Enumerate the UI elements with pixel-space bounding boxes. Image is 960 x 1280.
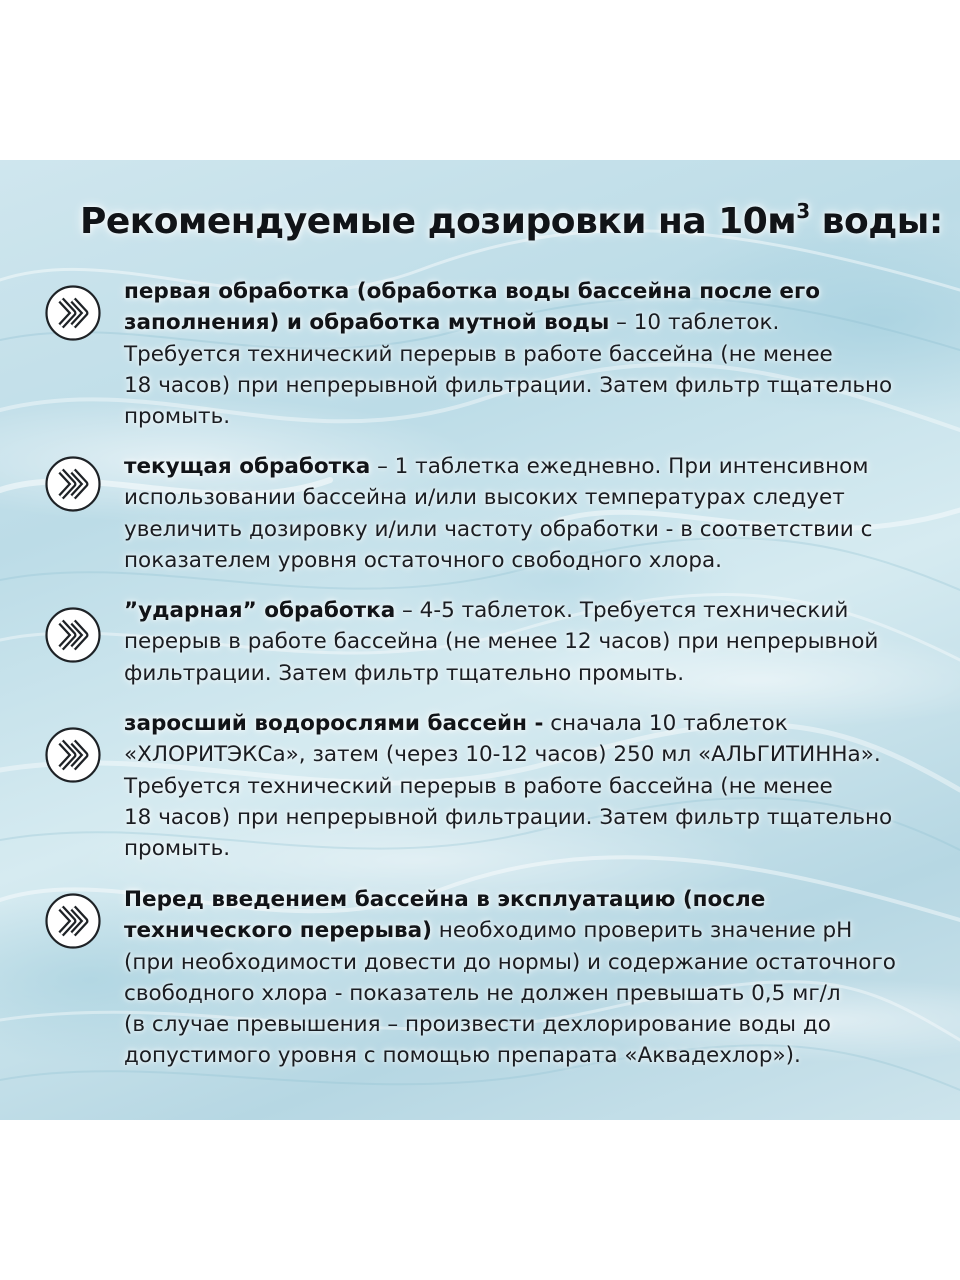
- dosage-item-text: [124, 595, 934, 689]
- text-line: перерыв в работе бассейна (не менее 12 часов) при непрерывной: [124, 629, 879, 655]
- page-title: [80, 198, 943, 246]
- double-chevron-right-icon: [44, 606, 102, 664]
- text-line: 18 часов) при непрерывной фильтрации. Затем фильтр тщательно: [124, 372, 893, 398]
- water-background: [0, 160, 960, 1120]
- text-line: первая обработка (обработка воды бассейна после его: [124, 279, 821, 304]
- text-line: свободного хлора - показатель не должен превышать 0,5 мг/л: [124, 980, 841, 1006]
- text-line: текущая обработка – 1 таблетка ежедневно. При интенсивном: [124, 454, 869, 479]
- text-line: 18 часов) при непрерывной фильтрации. Затем фильтр тщательно: [124, 804, 893, 830]
- title-superscript: 3: [796, 199, 810, 223]
- text-line: Требуется технический перерыв в работе бассейна (не менее: [124, 773, 833, 799]
- text-line: показателем уровня остаточного свободного хлора.: [124, 547, 723, 573]
- text-line: промыть.: [124, 836, 231, 862]
- title-main: Рекомендуемые дозировки на 10м: [80, 201, 797, 242]
- dosage-item-text: [124, 276, 934, 432]
- text-line: заросший водорослями бассейн - сначала 10 таблеток: [124, 711, 788, 736]
- double-chevron-right-icon: [44, 284, 102, 342]
- dosage-item-text: [124, 708, 934, 864]
- title-tail: воды:: [809, 201, 943, 242]
- dosage-item-text: [124, 884, 934, 1072]
- text-line: промыть.: [124, 404, 231, 430]
- text-line: (при необходимости довести до нормы) и содержание остаточного: [124, 949, 896, 975]
- text-line: увеличить дозировку и/или частоту обработки - в соответствии с: [124, 516, 873, 542]
- dosage-item-text: [124, 451, 934, 576]
- text-line: технического перерыва) необходимо проверить значение pH: [124, 918, 853, 944]
- text-line: ”ударная” обработка – 4-5 таблеток. Требуется технический: [124, 598, 849, 623]
- double-chevron-right-icon: [44, 726, 102, 784]
- double-chevron-right-icon: [44, 455, 102, 513]
- text-line: заполнения) и обработка мутной воды – 10 таблеток.: [124, 310, 780, 336]
- text-line: (в случае превышения – произвести дехлорирование воды до: [124, 1012, 831, 1038]
- text-line: Перед введением бассейна в эксплуатацию (после: [124, 887, 766, 912]
- text-line: «ХЛОРИТЭКСа», затем (через 10-12 часов) 250 мл «АЛЬГИТИННа».: [124, 742, 881, 768]
- text-line: допустимого уровня с помощью препарата «Аквадехлор»).: [124, 1043, 801, 1069]
- dosage-content: [0, 160, 960, 1120]
- text-line: Требуется технический перерыв в работе бассейна (не менее: [124, 341, 833, 367]
- text-line: использовании бассейна и/или высоких температурах следует: [124, 485, 845, 511]
- double-chevron-right-icon: [44, 892, 102, 950]
- text-line: фильтрации. Затем фильтр тщательно промыть.: [124, 660, 685, 686]
